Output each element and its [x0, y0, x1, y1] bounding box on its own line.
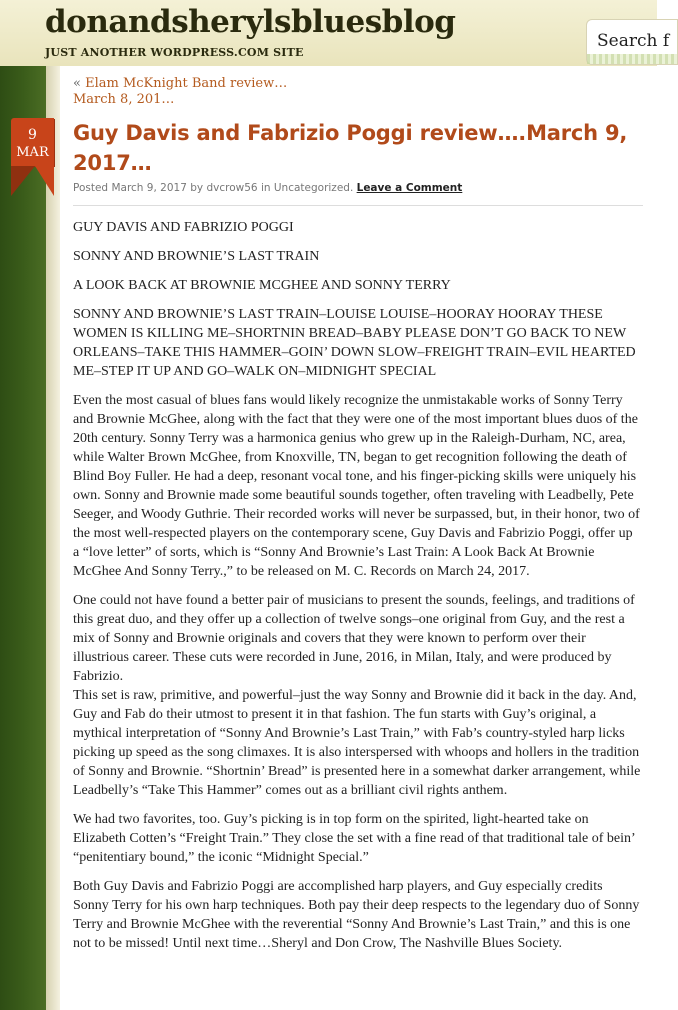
post-paragraph: We had two favorites, too. Guy’s picking is in top form on the spirited, light-hearted take on Elizabeth Cotten’s “Freight Train.” They close the set with a fine read of that traditional tale of bein’ “penitentiary bound,” the iconic “Midnight Special.” — [73, 812, 635, 865]
date-badge-ribbon-fold — [35, 166, 54, 196]
post-paragraph: Even the most casual of blues fans would likely recognize the unmistakable works of Sonny Terry and Brownie McGhee, along with the fact that they were one of the most important blues duos of the 20th century. Sonny Terry was a harmonica genius who grew up in the Raleigh-Durham, NC, area, while Walter Brown McGhee, from Knoxville, TN, began to get recognition following the death of Blind Boy Fuller. He had a deep, resonant vocal tone, and his finger-picking skills were uniquely his own. Sonny and Brownie made some beautiful sounds together, often traveling with Leadbelly, Pete Seeger, and Woody Guthrie. Their recorded works will never be surpassed, but, in their honor, two of the most well-respected players on the contemporary scene, Guy Davis and Fabrizio Poggi, offer up a “love letter” of sorts, which is “Sonny And Brownie’s Last Train: A Look Back At Brownie McGhee And Sonny Terry.,” to be released on M. C. Records on March 24, 2017. — [73, 393, 640, 579]
date-badge-ribbon — [11, 166, 35, 196]
meta-category[interactable]: Uncategorized. — [273, 182, 354, 194]
site-header — [0, 0, 670, 66]
meta-by: by — [190, 182, 204, 194]
date-month: MAR — [16, 145, 49, 160]
post-paragraph: A LOOK BACK AT BROWNIE MCGHEE AND SONNY TERRY — [73, 278, 451, 293]
sidebar-edge — [46, 66, 60, 1010]
meta-date[interactable]: March 9, 2017 — [111, 182, 187, 194]
site-title[interactable]: donandsherylsbluesblog — [45, 4, 456, 40]
post-paragraph: GUY DAVIS AND FABRIZIO POGGI — [73, 220, 294, 235]
post-paragraph: This set is raw, primitive, and powerful–just the way Sonny and Brownie did it back in the day. And, Guy and Fab do their utmost to present it in that fashion. The fun starts with Guy’s original, a mythical interpretation of “Sonny And Brownie’s Last Train,” with Fab’s country-styled harp licks picking up speed as the song climaxes. It is also interspersed with whoops and hollers in the tradition of Sonny and Brownie. “Shortnin’ Bread” is presented here in a somewhat darker arrangement, while Leadbelly’s “Take This Hammer” comes out as a brilliant civil rights anthem. — [73, 688, 641, 798]
search-input[interactable] — [586, 19, 678, 65]
date-day: 9 — [28, 127, 37, 143]
leave-comment-link[interactable]: Leave a Comment — [356, 182, 463, 194]
post-paragraph: One could not have found a better pair of musicians to present the sounds, feelings, and traditions of this great duo, and they offer up a collection of twelve songs–one original from Guy, and the rest a mix of Sonny and Brownie originals and covers that they were known to perform over their illustrious career. These cuts were recorded in June, 2016, in Milan, Italy, and were produced by Fabrizio. — [73, 593, 635, 684]
previous-post-label[interactable]: Elam McKnight Band review…March 8, 201… — [73, 76, 288, 107]
search-label: Search f — [597, 31, 670, 51]
meta-author[interactable]: dvcrow56 — [206, 182, 258, 194]
post-meta — [73, 182, 643, 194]
date-badge — [11, 118, 54, 166]
meta-divider — [73, 205, 643, 206]
sidebar-stripe — [0, 66, 46, 1010]
meta-in: in — [260, 182, 271, 194]
prev-arrow-icon: « — [73, 76, 81, 91]
meta-posted: Posted — [73, 182, 109, 194]
search-decoration — [587, 54, 677, 64]
previous-post-link[interactable] — [73, 76, 313, 108]
post-paragraph: SONNY AND BROWNIE’S LAST TRAIN–LOUISE LOUISE–HOORAY HOORAY THESE WOMEN IS KILLING ME–SHORTNIN BREAD–BABY PLEASE DON’T GO BACK TO NEW ORLEANS–TAKE THIS HAMMER–GOIN’ DOWN SLOW–FREIGHT TRAIN–EVIL HEARTED ME–STEP IT UP AND GO–WALK ON–MIDNIGHT SPECIAL — [73, 307, 636, 379]
post-title[interactable]: Guy Davis and Fabrizio Poggi review….March 9, 2017… — [73, 121, 628, 175]
post-paragraph: SONNY AND BROWNIE’S LAST TRAIN — [73, 249, 320, 264]
site-description: JUST ANOTHER WORDPRESS.COM SITE — [45, 46, 304, 59]
post-paragraph: Both Guy Davis and Fabrizio Poggi are accomplished harp players, and Guy especially credits Sonny Terry for his own harp techniques. Both pay their deep respects to the legendary duo of Sonny Terry and Brownie McGhee with the reverential “Sonny And Brownie’s Last Train,” and this is one not to be missed! Until next time…Sheryl and Don Crow, The Nashville Blues Society. — [73, 879, 640, 951]
post-body — [73, 218, 641, 963]
